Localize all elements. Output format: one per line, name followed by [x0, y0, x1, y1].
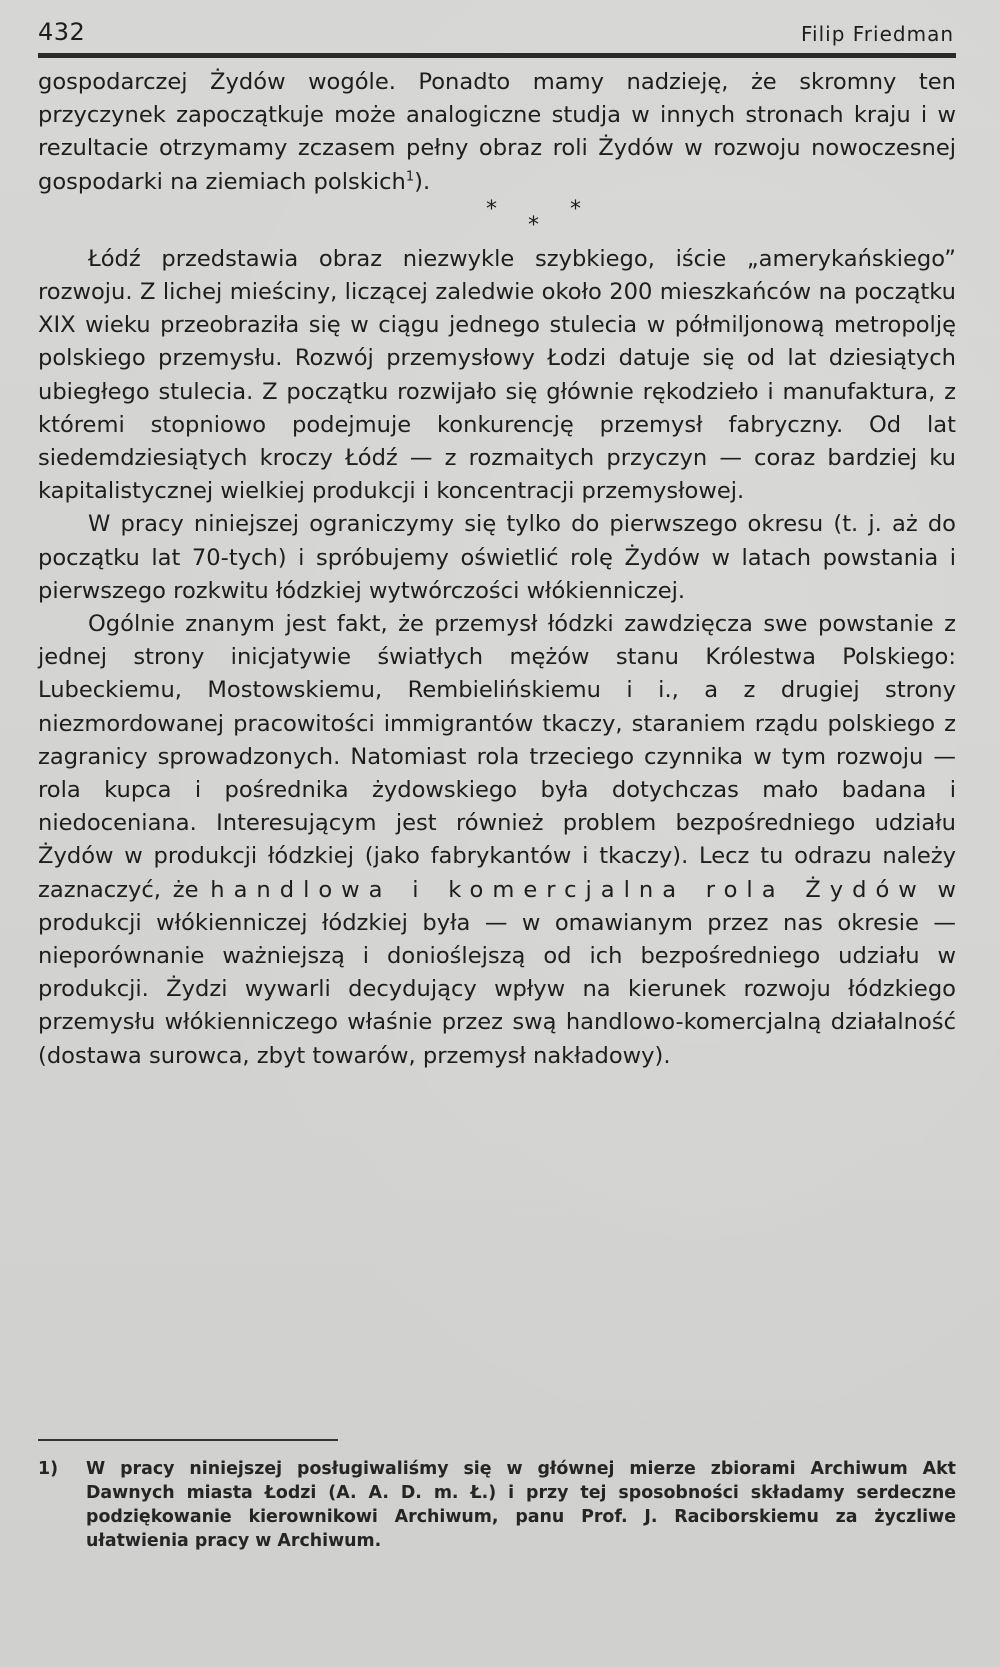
footnote-mark: 1)	[38, 1459, 59, 1479]
asterisk-icon: *	[486, 196, 497, 222]
spaced-emphasis: handlowa i komercjalna rola Żydów	[210, 876, 926, 903]
paragraph-1-end: ).	[414, 168, 431, 195]
paragraph-4	[38, 608, 956, 1073]
footnote-text: W pracy niniejszej posługiwaliśmy się w głównej mierze zbiorami Archiwum Akt Dawnych miasta Łodzi (A. A. D. m. Ł.) i przy tej sposobności składamy serdeczne podziękowanie kierownikowi Archiwum, panu Prof. J. Raciborskiemu za życzliwe ułatwienia pracy w Archiwum.	[86, 1459, 956, 1551]
paragraph-1	[38, 66, 956, 199]
page-number: 432	[38, 18, 86, 46]
paragraph-3: W pracy niniejszej ograniczymy się tylko do pierwszego okresu (t. j. aż do początku lat 70-tych) i spróbujemy oświetlić rolę Żydów w latach powstania i pierwszego rozkwitu łódzkiej wytwórczości włókienniczej.	[38, 511, 956, 604]
paragraph-2: Łódź przedstawia obraz niezwykle szybkiego, iście „amerykańskiego” rozwoju. Z lichej mieściny, liczącej zaledwie około 200 mieszkańców na początku XIX wieku przeobraziła się w ciągu jednego stulecia w półmiljonową metropolję polskiego przemysłu. Rozwój przemysłowy Łodzi datuje się od lat dziesiątych ubiegłego stulecia. Z początku rozwijało się głównie rękodzieło i manufaktura, z któremi stopniowo podejmuje konkurencję przemysł fabryczny. Od lat siedemdziesiątych kroczy Łódź — z rozmaitych przyczyn — coraz bardziej ku kapitalistycznej wielkiej produkcji i koncentracji przemysłowej.	[38, 245, 956, 505]
paragraph-4-text-a: Ogólnie znanym jest fakt, że przemysł łódzki zawdzięcza swe powstanie z jednej strony inicjatywie światłych mężów stanu Królestwa Polskiego: Lubeckiemu, Mostowskiemu, Rembielińskiemu i i., a z drugiej strony niezmordowanej pracowitości immigrantów tkaczy, staraniem rządu polskiego z zagranicy sprowadzonych. Natomiast rola trzeciego czynnika w tym rozwoju — rola kupca i pośrednika żydowskiego była dotychczas mało badana i niedoceniana. Interesującym jest również problem bezpośredniego udziału Żydów w produkcji łódzkiej (jako fabrykantów i tkaczy). Lecz tu odrazu należy zaznaczyć, że	[38, 611, 956, 903]
asterisk-icon: *	[528, 212, 539, 238]
body-text	[38, 66, 956, 1073]
header-rule	[38, 53, 956, 58]
footnote-rule	[38, 1439, 338, 1441]
paragraph-4-text-b: w produkcji włókienniczej łódzkiej była — w omawianym przez nas okresie — nieporównanie ważniejszą i donioślejszą od ich bezpośredniego udziału w produkcji. Żydzi wywarli decydujący wpływ na kierunek rozwoju łódzkiego przemysłu włókienniczego właśnie przez swą handlowo-komercjalną działalność (dostawa surowca, zbyt towarów, przemysł nakładowy).	[38, 876, 957, 1069]
paragraph-1-text: gospodarczej Żydów wogóle. Ponadto mamy nadzieję, że skromny ten przyczynek zapoczątkuje może analogiczne studja w innych stronach kraju i w rezultacie otrzymamy zczasem pełny obraz roli Żydów w rozwoju nowoczesnej gospodarki na ziemiach polskich	[38, 69, 956, 195]
footnote-reference: 1	[405, 169, 415, 185]
page-header	[38, 14, 956, 54]
footnote	[38, 1457, 956, 1553]
asterisk-icon: *	[570, 196, 581, 222]
section-asterism	[38, 195, 956, 237]
running-head-author: Filip Friedman	[800, 22, 954, 46]
